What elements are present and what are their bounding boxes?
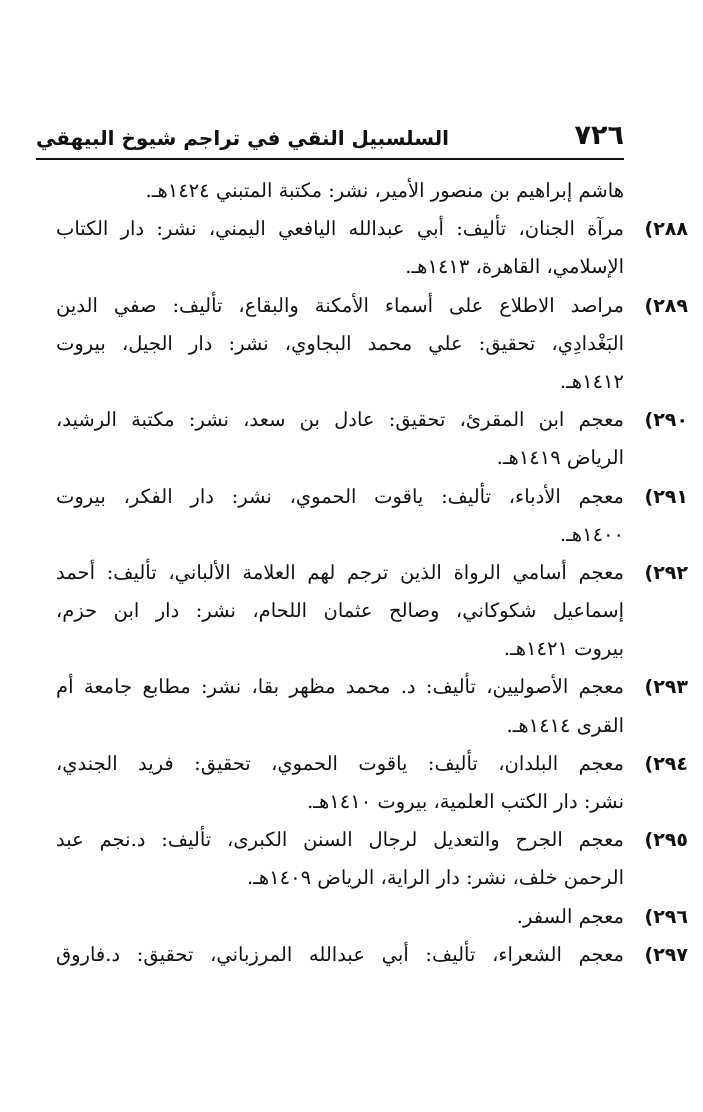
entry-line: إسماعيل شكوكاني، وصالح عثمان اللحام، نشر: دار ابن حزم، [56,599,624,623]
entry-line: ١٤١٢هـ. [559,369,624,393]
entry-line: مراصد الاطلاع على أسماء الأمكنة والبقاع، تأليف: صفي الدين [56,293,624,317]
continuation-entry [56,172,624,210]
entry-line: الإسلامي، القاهرة، ١٤١٣هـ. [405,255,624,279]
entry-line: معجم الجرح والتعديل لرجال السنن الكبرى، تأليف: د.نجم عبد [56,828,624,852]
entry-line: معجم البلدان، تأليف: ياقوت الحموي، تحقيق: فريد الجندي، [56,751,624,775]
entry-number: ٢٨٨) [644,218,688,241]
bibliography-list [56,172,688,974]
entry-line: هاشم إبراهيم بن منصور الأمير، نشر: مكتبة المتبني ١٤٢٤هـ. [145,179,624,202]
entry-number: ٢٩٥) [644,829,688,852]
entry-number: ٢٩٣) [644,676,688,699]
entry-number: ٢٩١) [644,485,688,508]
entry-line: معجم الأدباء، تأليف: ياقوت الحموي، نشر: دار الفكر، بيروت [56,484,624,508]
bibliography-entry-294 [56,745,688,821]
entry-number: ٢٩٦) [644,905,688,928]
bibliography-entry-291 [56,478,688,554]
entry-line: معجم ابن المقرئ، تحقيق: عادل بن سعد، نشر: مكتبة الرشيد، [56,408,624,432]
entry-line: نشر: دار الكتب العلمية، بيروت ١٤١٠هـ. [307,790,624,813]
entry-line: معجم الشعراء، تأليف: أبي عبدالله المرزباني، تحقيق: د.فاروق [56,942,624,966]
bibliography-entry-289 [56,287,688,402]
entry-line: ١٤٠٠هـ. [559,522,624,546]
entry-line: الرياض ١٤١٩هـ. [496,446,624,470]
entry-number: ٢٩٤) [644,752,688,775]
entry-line: الرحمن خلف، نشر: دار الراية، الرياض ١٤٠٩هـ. [246,866,624,890]
entry-number: ٢٩٢) [644,561,688,584]
entry-line: بيروت ١٤٢١هـ. [503,637,624,661]
page-number: ٧٢٦ [574,120,624,151]
bibliography-entry-297 [56,936,688,974]
entry-line: معجم السفر. [516,904,624,928]
bibliography-entry-290 [56,401,688,477]
bibliography-entry-292 [56,554,688,669]
bibliography-entry-295 [56,821,688,897]
entry-line: معجم أسامي الرواة الذين ترجم لهم العلامة الألباني، تأليف: أحمد [56,560,624,584]
entry-line: البَغْدادِي، تحقيق: علي محمد البجاوي، نشر: دار الجيل، بيروت [56,331,624,355]
page-header [36,118,624,160]
entry-number: ٢٩٧) [644,943,688,966]
bibliography-entry-296 [56,898,688,936]
running-title: السلسبيل النقي في تراجم شيوخ البيهقي [36,126,449,150]
entry-number: ٢٨٩) [644,294,688,317]
entry-line: القرى ١٤١٤هـ. [506,713,624,737]
bibliography-entry-293 [56,668,688,744]
entry-number: ٢٩٠) [644,409,688,432]
entry-line: معجم الأصوليين، تأليف: د. محمد مظهر بقا، نشر: مطابع جامعة أم [56,675,624,699]
entry-line: مرآة الجنان، تأليف: أبي عبدالله اليافعي اليمني، نشر: دار الكتاب [56,217,624,241]
bibliography-entry-288 [56,210,688,286]
